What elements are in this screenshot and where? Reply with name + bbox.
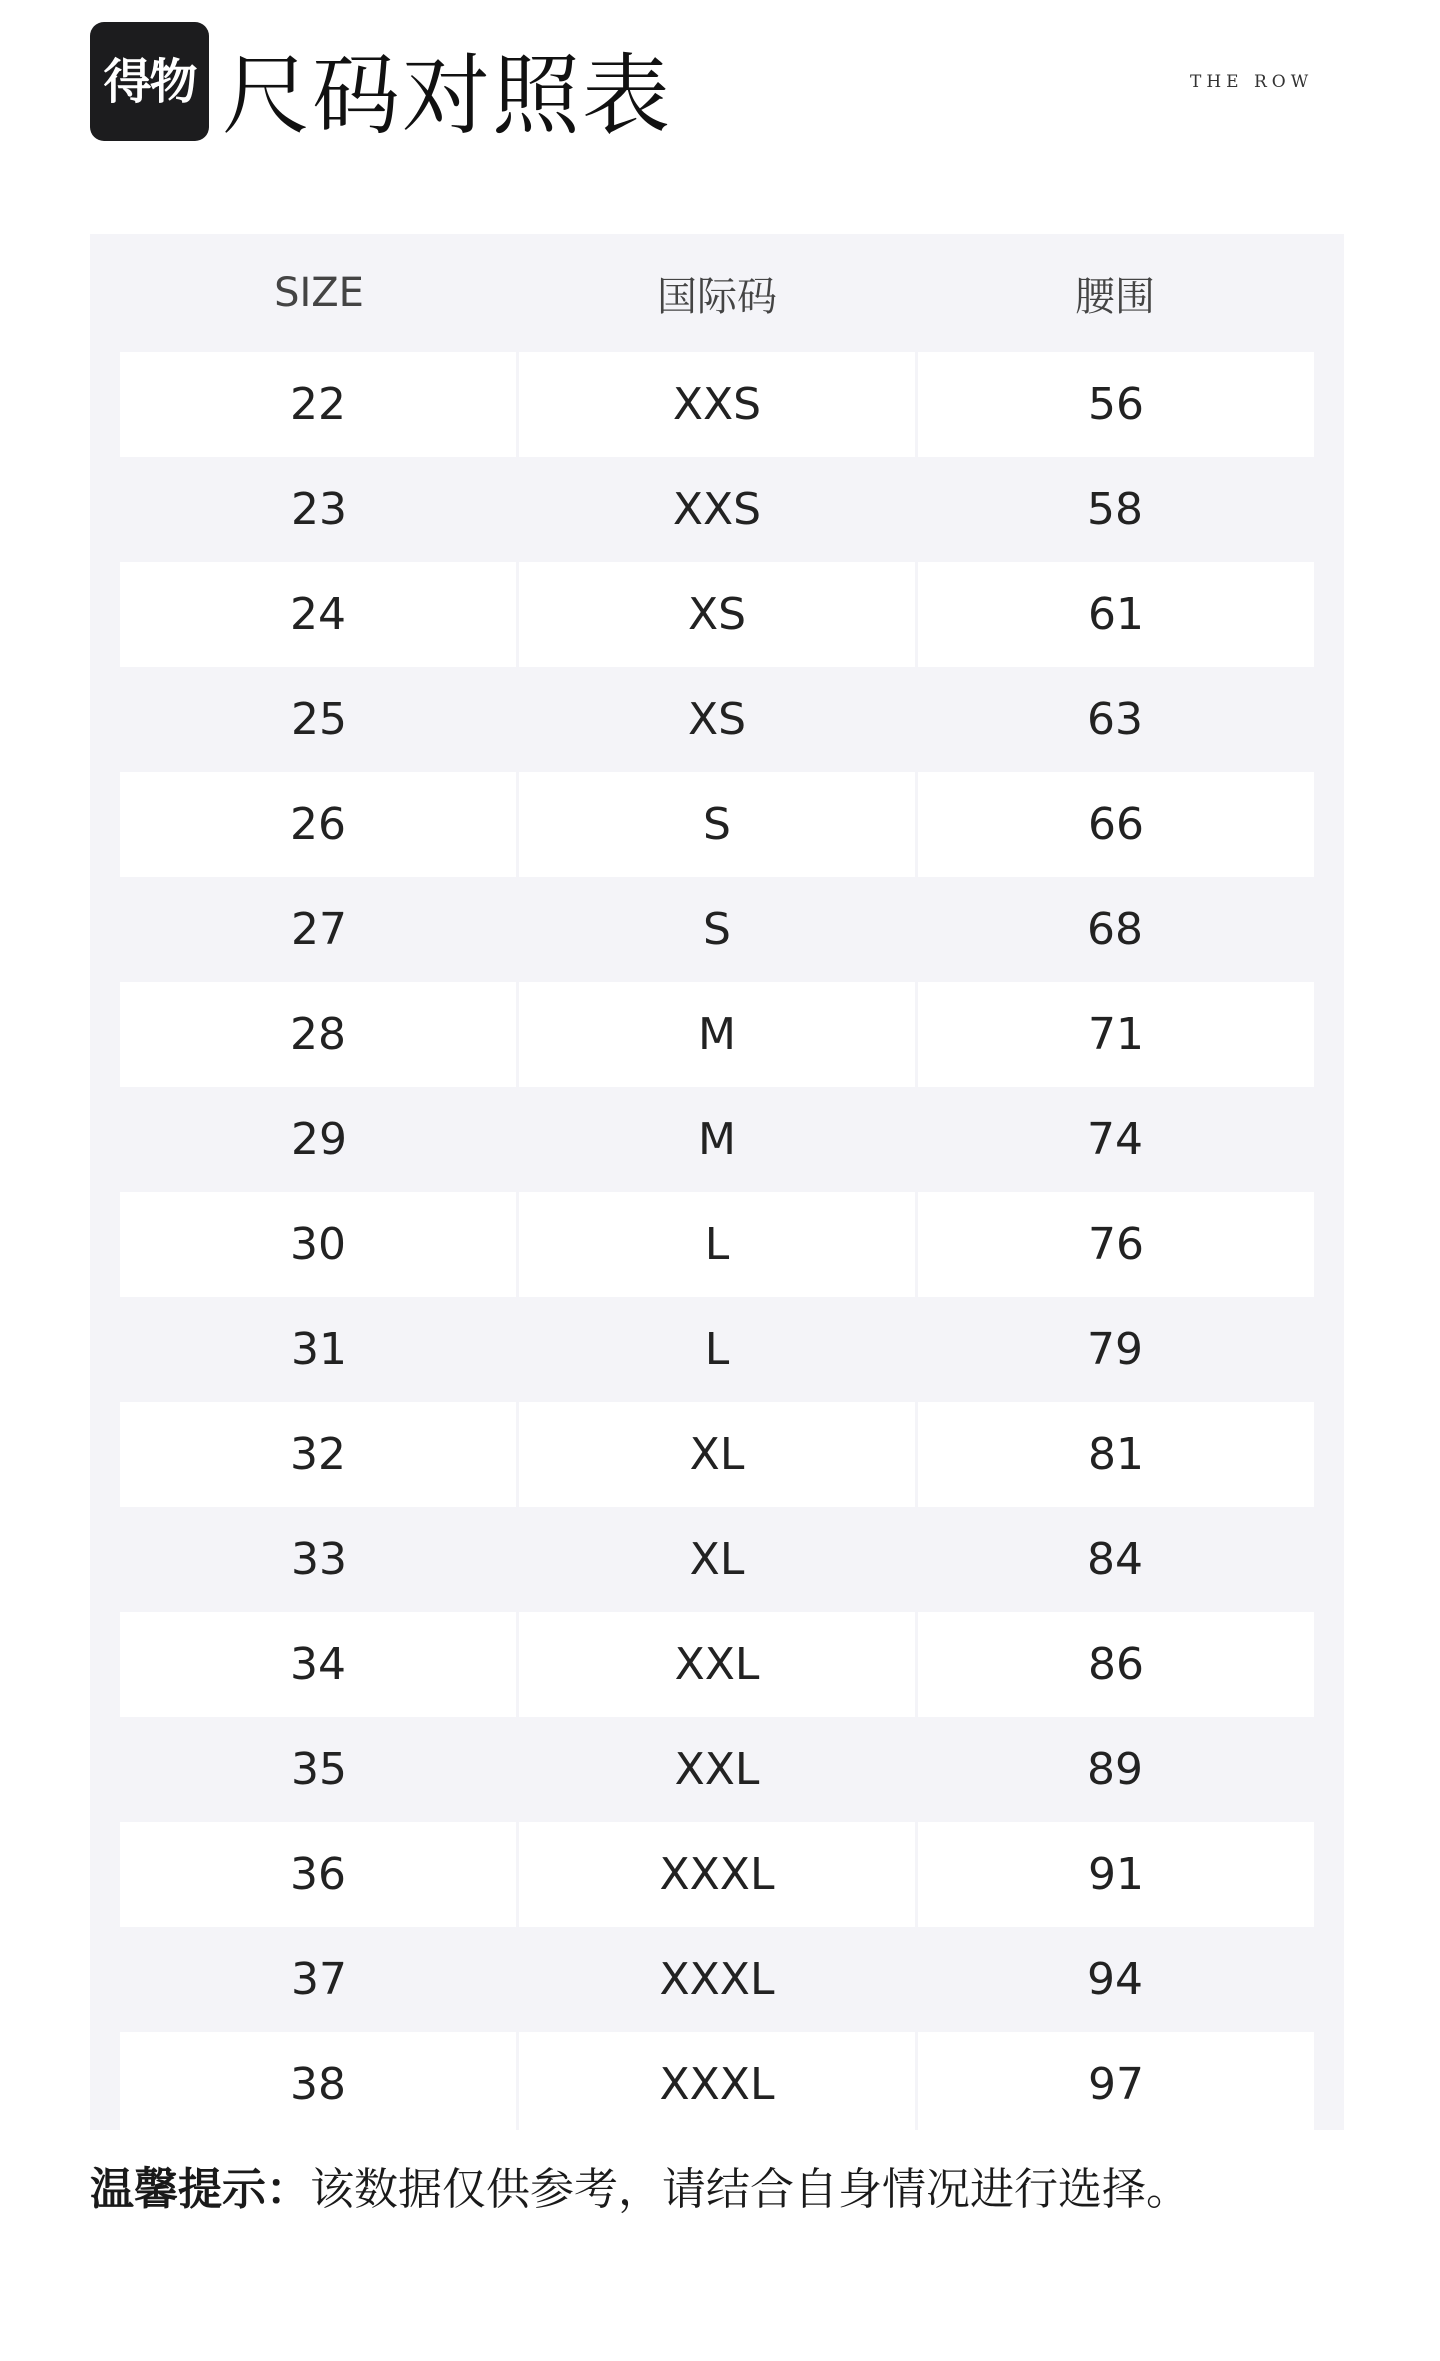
cell-waist: 63 — [1087, 694, 1143, 745]
tip-note — [90, 2153, 1190, 2217]
cell-international-size: XXS — [519, 352, 915, 457]
cell-waist: 61 — [918, 562, 1314, 667]
cell-size: 22 — [120, 352, 516, 457]
table-row — [120, 1192, 1314, 1297]
cell-international-size: XXS — [672, 484, 762, 535]
tip-text: 该数据仅供参考，请结合自身情况进行选择。 — [310, 2164, 1190, 2215]
table-row — [120, 1822, 1314, 1927]
cell-international-size: L — [704, 1324, 730, 1375]
table-body — [120, 352, 1314, 2130]
brand-logo-text: 得物 — [103, 53, 196, 110]
cell-size: 34 — [120, 1612, 516, 1717]
cell-size: 25 — [291, 694, 347, 745]
cell-international-size: S — [703, 904, 731, 955]
cell-waist: 84 — [1087, 1534, 1143, 1585]
page-title: 尺码对照表 — [222, 44, 673, 147]
cell-waist: 68 — [1087, 904, 1143, 955]
cell-waist: 76 — [918, 1192, 1314, 1297]
brand-name: THE ROW — [1190, 72, 1314, 92]
cell-size: 30 — [120, 1192, 516, 1297]
cell-waist: 58 — [1087, 484, 1143, 535]
table-row — [120, 1927, 1314, 2032]
size-table — [90, 234, 1344, 2130]
table-row — [120, 457, 1314, 562]
cell-size: 36 — [120, 1822, 516, 1927]
cell-international-size: XS — [519, 562, 915, 667]
cell-size: 31 — [291, 1324, 347, 1375]
cell-waist: 81 — [918, 1402, 1314, 1507]
header-international-size: 国际码 — [657, 273, 777, 320]
table-header — [120, 234, 1314, 352]
brand-logo — [90, 22, 209, 141]
cell-size: 38 — [120, 2032, 516, 2130]
cell-international-size: XL — [689, 1534, 745, 1585]
cell-size: 23 — [291, 484, 347, 535]
cell-size: 29 — [291, 1114, 347, 1165]
cell-size: 24 — [120, 562, 516, 667]
table-row — [120, 667, 1314, 772]
cell-waist: 91 — [918, 1822, 1314, 1927]
cell-international-size: XL — [519, 1402, 915, 1507]
cell-international-size: M — [519, 982, 915, 1087]
cell-international-size: S — [519, 772, 915, 877]
table-row — [120, 1402, 1314, 1507]
cell-size: 27 — [291, 904, 347, 955]
cell-waist: 89 — [1087, 1744, 1143, 1795]
cell-international-size: XXXL — [659, 1954, 775, 2005]
header-size: SIZE — [274, 270, 364, 316]
cell-international-size: XXXL — [519, 1822, 915, 1927]
table-row — [120, 772, 1314, 877]
cell-waist: 71 — [918, 982, 1314, 1087]
cell-size: 33 — [291, 1534, 347, 1585]
cell-size: 28 — [120, 982, 516, 1087]
table-row — [120, 1297, 1314, 1402]
cell-size: 32 — [120, 1402, 516, 1507]
cell-size: 37 — [291, 1954, 347, 2005]
cell-waist: 74 — [1087, 1114, 1143, 1165]
tip-label: 温馨提示： — [90, 2164, 310, 2215]
cell-waist: 86 — [918, 1612, 1314, 1717]
table-row — [120, 2032, 1314, 2130]
table-row — [120, 352, 1314, 457]
cell-waist: 94 — [1087, 1954, 1143, 2005]
table-row — [120, 1087, 1314, 1192]
header-waist: 腰围 — [1075, 273, 1155, 320]
table-row — [120, 1612, 1314, 1717]
cell-international-size: XXL — [674, 1744, 760, 1795]
table-row — [120, 1507, 1314, 1612]
cell-international-size: M — [698, 1114, 736, 1165]
table-row — [120, 877, 1314, 982]
cell-international-size: XXXL — [519, 2032, 915, 2130]
cell-international-size: XXL — [519, 1612, 915, 1717]
cell-size: 35 — [291, 1744, 347, 1795]
cell-international-size: XS — [687, 694, 747, 745]
cell-waist: 79 — [1087, 1324, 1143, 1375]
cell-waist: 97 — [918, 2032, 1314, 2130]
cell-size: 26 — [120, 772, 516, 877]
cell-waist: 56 — [918, 352, 1314, 457]
table-row — [120, 562, 1314, 667]
cell-international-size: L — [519, 1192, 915, 1297]
cell-waist: 66 — [918, 772, 1314, 877]
table-row — [120, 982, 1314, 1087]
table-row — [120, 1717, 1314, 1822]
